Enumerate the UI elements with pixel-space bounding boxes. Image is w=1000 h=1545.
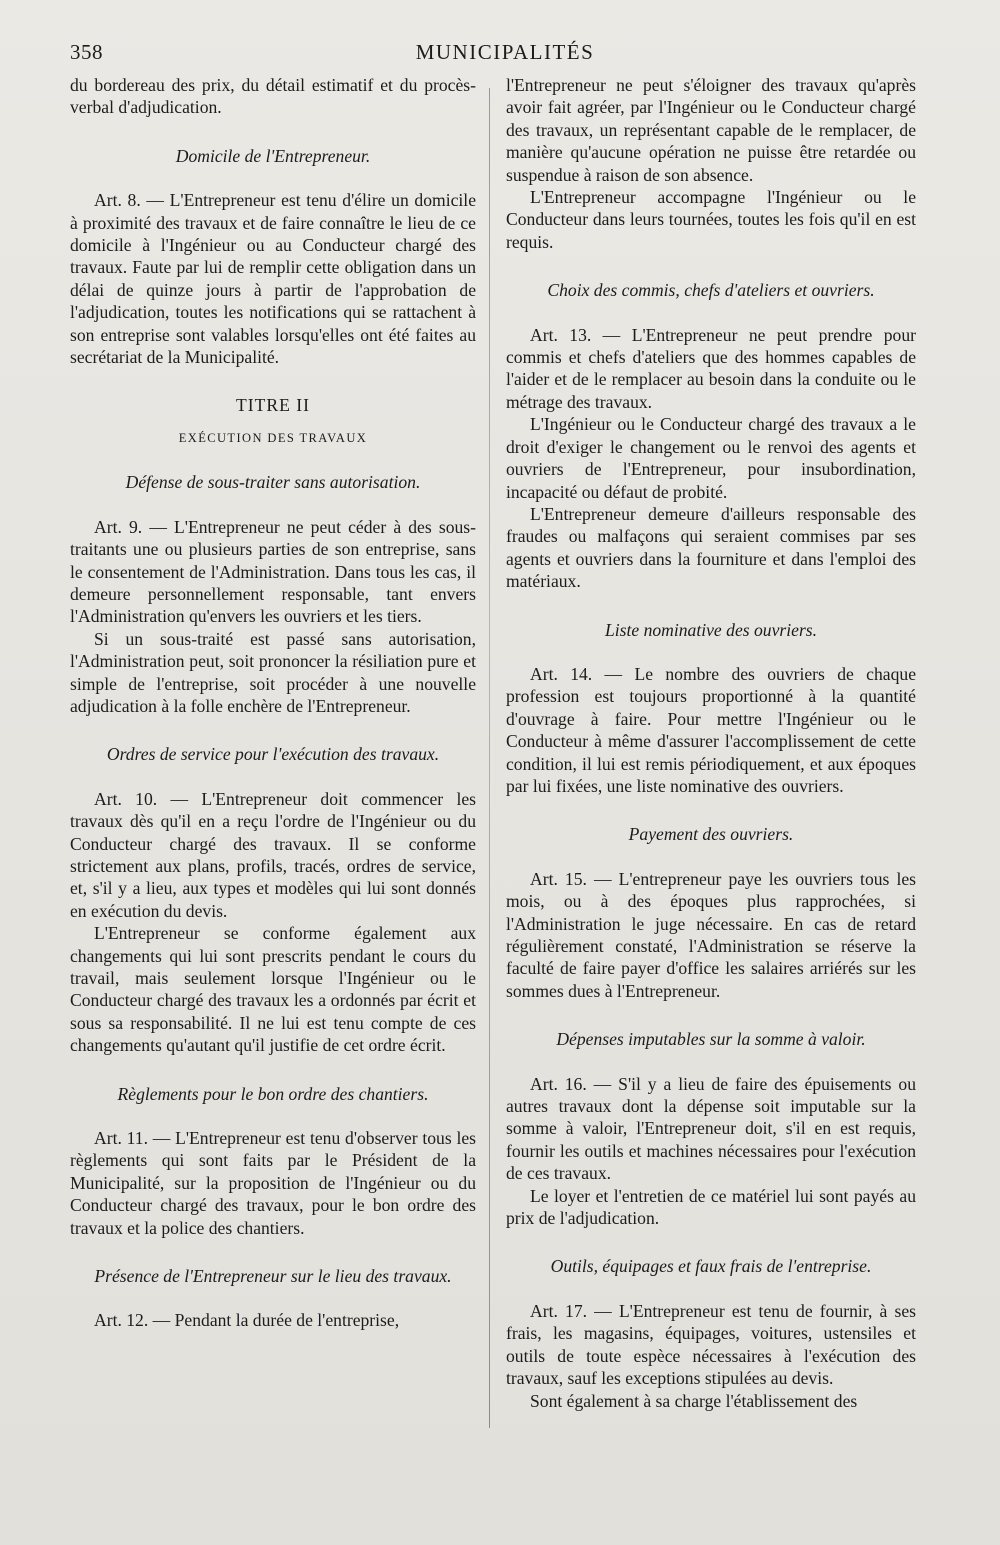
titre-heading: TITRE II [236,395,310,416]
article-13: Art. 13. — L'Entrepreneur ne peut prendre pour commis et chefs d'ateliers que des hommes capables de l'aider et de le remplacer au besoin dans la conduite ou le métrage des travaux. [506,324,916,412]
section-heading: Domicile de l'Entrepreneur. [175,145,371,166]
section-heading: Défense de sous-traiter sans autorisation. [125,472,421,493]
left-column [70,74,476,1332]
paragraph: Le loyer et l'entretien de ce matériel lui sont payés au prix de l'adjudication. [506,1185,916,1229]
section-heading: Présence de l'Entrepreneur sur le lieu des travaux. [94,1266,452,1287]
paragraph: L'Entrepreneur se conforme également aux changements qui lui sont prescrits pendant le cours du travail, mais seulement lorsque l'Ingénieur ou le Conducteur chargé des travaux les a ordonnés par écrit et sous sa responsabilité. Il ne lui est tenu compte de ces changements qu'autant qu'il justifie de cet ordre écrit. [70,923,476,1056]
running-title: MUNICIPALITÉS [415,40,595,64]
section-heading: Règlements pour le bon ordre des chantiers. [117,1083,429,1104]
right-column [506,74,916,1412]
paragraph: L'Entrepreneur demeure d'ailleurs responsable des fraudes ou malfaçons qui seraient commises par ses agents et ouvriers dans la fourniture et dans l'emploi des matériaux. [506,503,916,592]
article-11: Art. 11. — L'Entrepreneur est tenu d'observer tous les règlements qui sont faits par le Président de la Municipalité, sur la proposition de l'Ingénieur ou du Conducteur chargé des travaux, pour le bon ordre des travaux et la police des chantiers. [70,1128,476,1238]
article-10: Art. 10. — L'Entrepreneur doit commencer les travaux dès qu'il en a reçu l'ordre de l'Ingénieur ou du Conducteur chargé des travaux. Il se conforme strictement aux plans, profils, tracés, ordres de service, et, s'il y a lieu, aux types et modèles qui lui sont donnés en exécution du devis. [70,788,476,921]
paragraph: L'Ingénieur ou le Conducteur chargé des travaux a le droit d'exiger le changement ou le renvoi des agents et ouvriers de l'Entrepreneur, pour insubordination, incapacité ou défaut de probité. [506,414,916,502]
section-heading: Liste nominative des ouvriers. [604,619,818,640]
page-header [70,40,940,70]
article-9: Art. 9. — L'Entrepreneur ne peut céder à des sous-traitants une ou plusieurs parties de son entreprise, sans le consentement de l'Administration. Dans tous les cas, il demeure personnellement responsable, tant envers l'Administration qu'envers les ouvriers et les tiers. [70,516,476,627]
section-heading: Dépenses imputables sur la somme à valoir. [556,1029,866,1050]
paragraph-continuation: du bordereau des prix, du détail estimatif et du procès-verbal d'adjudication. [70,75,476,118]
paragraph: Sont également à sa charge l'établissement des [530,1390,858,1411]
article-8: Art. 8. — L'Entrepreneur est tenu d'élire un domicile à proximité des travaux et de faire connaître le lieu de ce domicile à l'Ingénieur ou au Conducteur chargé des travaux. Faute par lui de remplir cette obligation dans un délai de quinze jours à partir de l'approbation de l'adjudication, toutes les notifications qui se rattachent à son entreprise sont valables lorsqu'elles ont été faites au secrétariat de la Municipalité. [70,190,476,368]
article-17: Art. 17. — L'Entrepreneur est tenu de fournir, à ses frais, les magasins, équipages, voitures, ustensiles et outils de toute espèce nécessaires à l'exécution des travaux, sauf les exceptions stipulées au devis. [506,1300,916,1389]
titre-subheading: EXÉCUTION DES TRAVAUX [178,430,368,445]
article-12: Art. 12. — Pendant la durée de l'entreprise, [94,1310,400,1331]
section-heading: Ordres de service pour l'exécution des travaux. [106,744,440,765]
article-14: Art. 14. — Le nombre des ouvriers de chaque profession est toujours proportionné à la quantité d'ouvrage à faire. Pour mettre l'Ingénieur ou le Conducteur à même d'assurer l'accomplissement de cette condition, il lui est remis périodiquement, et aux époques par lui fixées, une liste nominative des ouvriers. [506,663,916,796]
section-heading: Payement des ouvriers. [628,824,794,845]
section-heading: Choix des commis, chefs d'ateliers et ouvriers. [547,280,875,301]
section-heading: Outils, équipages et faux frais de l'entreprise. [550,1256,872,1277]
paragraph: Si un sous-traité est passé sans autorisation, l'Administration peut, soit prononcer la résiliation pure et simple de l'entreprise, soit procéder à une nouvelle adjudication à la folle enchère de l'Entrepreneur. [70,628,476,716]
column-divider [489,88,490,1428]
paragraph: L'Entrepreneur accompagne l'Ingénieur ou le Conducteur dans leurs tournées, toutes les fois qu'il en est requis. [506,187,916,252]
paragraph-continuation: l'Entrepreneur ne peut s'éloigner des travaux qu'après avoir fait agréer, par l'Ingénieur ou le Conducteur chargé des travaux, un représentant capable de le remplacer, de manière qu'aucune opération ne puisse être retardée ou suspendue à raison de son absence. [506,75,916,185]
article-16: Art. 16. — S'il y a lieu de faire des épuisements ou autres travaux dont la dépense soit imputable sur la somme à valoir, l'Entrepreneur doit, s'il en est requis, fournir les outils et machines nécessaires pour l'exécution de ces travaux. [506,1073,916,1184]
article-15: Art. 15. — L'entrepreneur paye les ouvriers tous les mois, ou à des époques plus rapprochées, si l'Administration le juge nécessaire. En cas de retard régulièrement constaté, l'Administration se réserve la faculté de faire payer d'office les salaires arriérés sur les sommes dues à l'Entrepreneur. [506,868,916,1001]
page-number: 358 [70,40,103,64]
